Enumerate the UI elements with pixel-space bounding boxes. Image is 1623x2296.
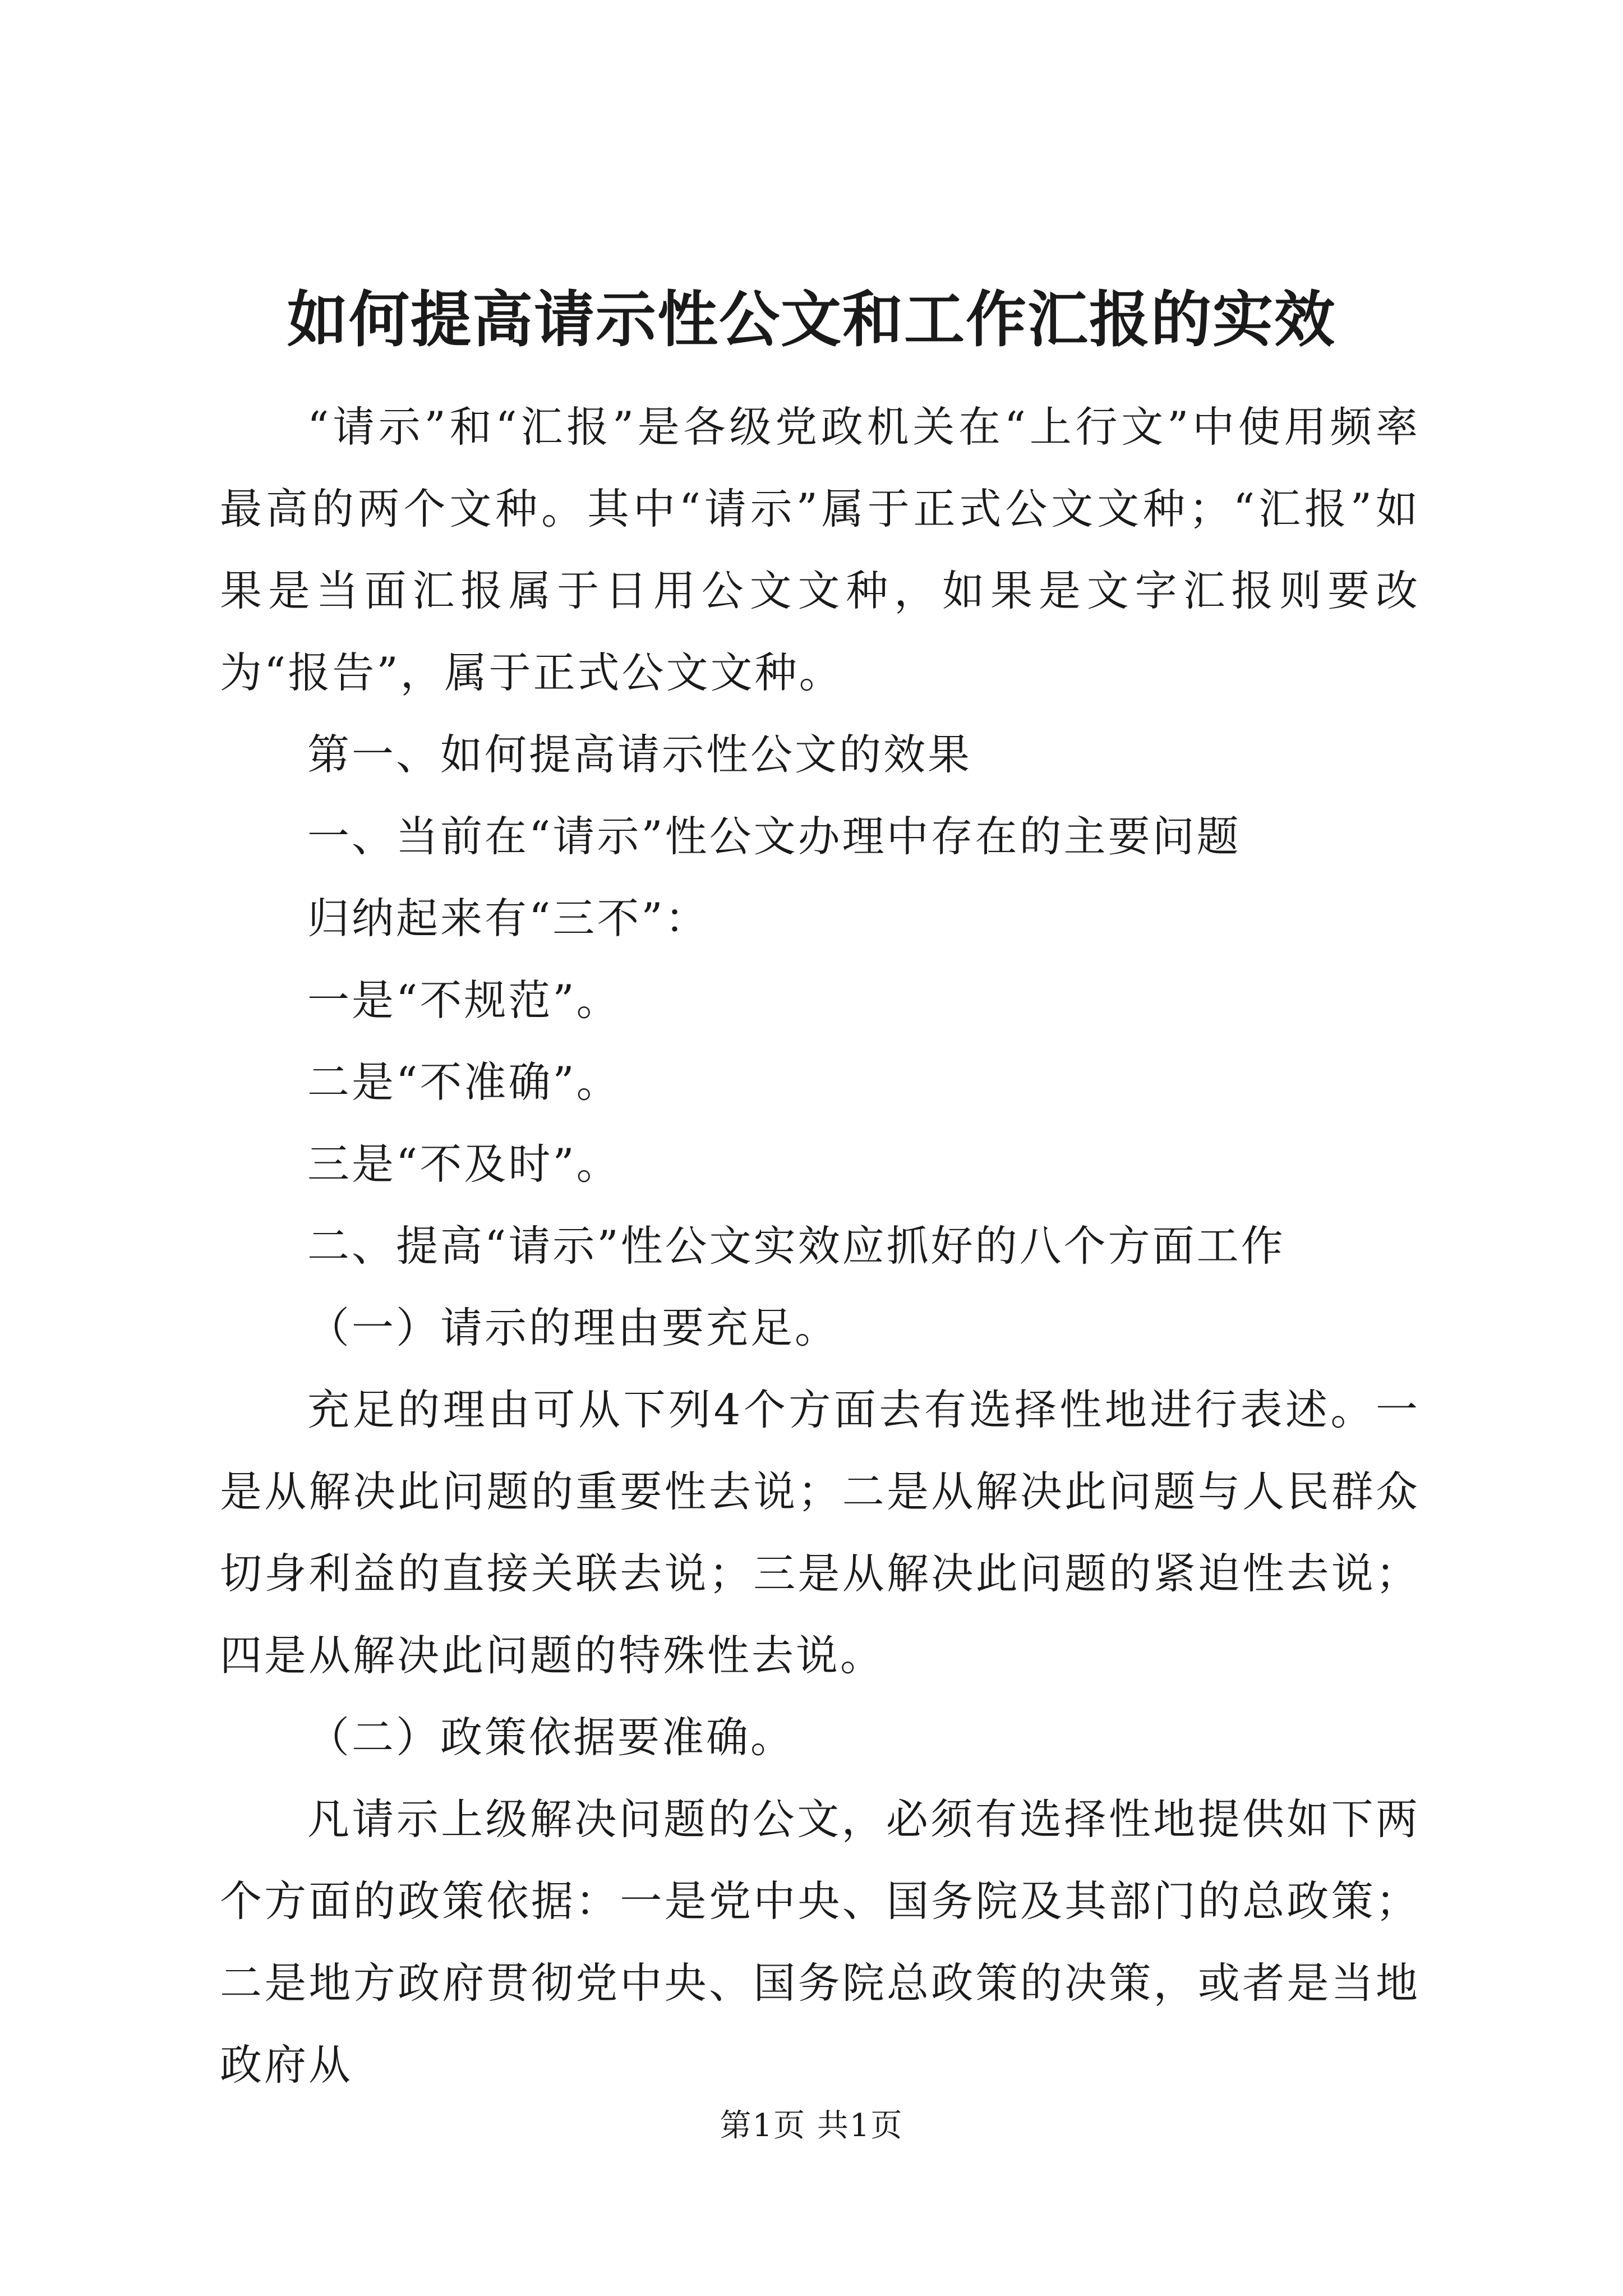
page-footer: 第1页 共1页: [720, 2108, 903, 2144]
paragraph-policy: 凡请示上级解决问题的公文，必须有选择性地提供如下两个方面的政策依据：一是党中央、国务院及其部门的总政策；二是地方政府贯彻党中央、国务院总政策的决策，或者是当地政府从: [220, 1795, 1420, 2090]
heading-section-one: 一、当前在“请示”性公文办理中存在的主要问题: [307, 812, 1241, 861]
document-body: [220, 386, 1420, 2106]
heading-part-one: 第一、如何提高请示性公文的效果: [307, 730, 972, 779]
list-item-two: 二是“不准确”。: [307, 1057, 621, 1107]
paragraph-reasons: 充足的理由可从下列4个方面去有选择性地进行表述。一是从解决此问题的重要性去说；二是从解决此问题与人民群众切身利益的直接关联去说；三是从解决此问题的紧迫性去说；四是从解决此问题的特殊性去说。: [220, 1385, 1420, 1680]
paragraph-summary: 归纳起来有“三不”：: [307, 894, 709, 943]
list-item-three: 三是“不及时”。: [307, 1139, 621, 1189]
list-item-one: 一是“不规范”。: [307, 976, 621, 1025]
document-title: 如何提高请示性公文和工作汇报的实效: [287, 284, 1336, 355]
heading-section-two: 二、提高“请示”性公文实效应抓好的八个方面工作: [307, 1221, 1285, 1271]
subheading-two: （二）政策依据要准确。: [307, 1713, 795, 1762]
paragraph-intro: “请示”和“汇报”是各级党政机关在“上行文”中使用频率最高的两个文种。其中“请示”属于正式公文文种；“汇报”如果是当面汇报属于日用公文文种，如果是文字汇报则要改为“报告”，属于正式公文文种。: [220, 402, 1420, 697]
subheading-one: （一）请示的理由要充足。: [307, 1303, 840, 1352]
